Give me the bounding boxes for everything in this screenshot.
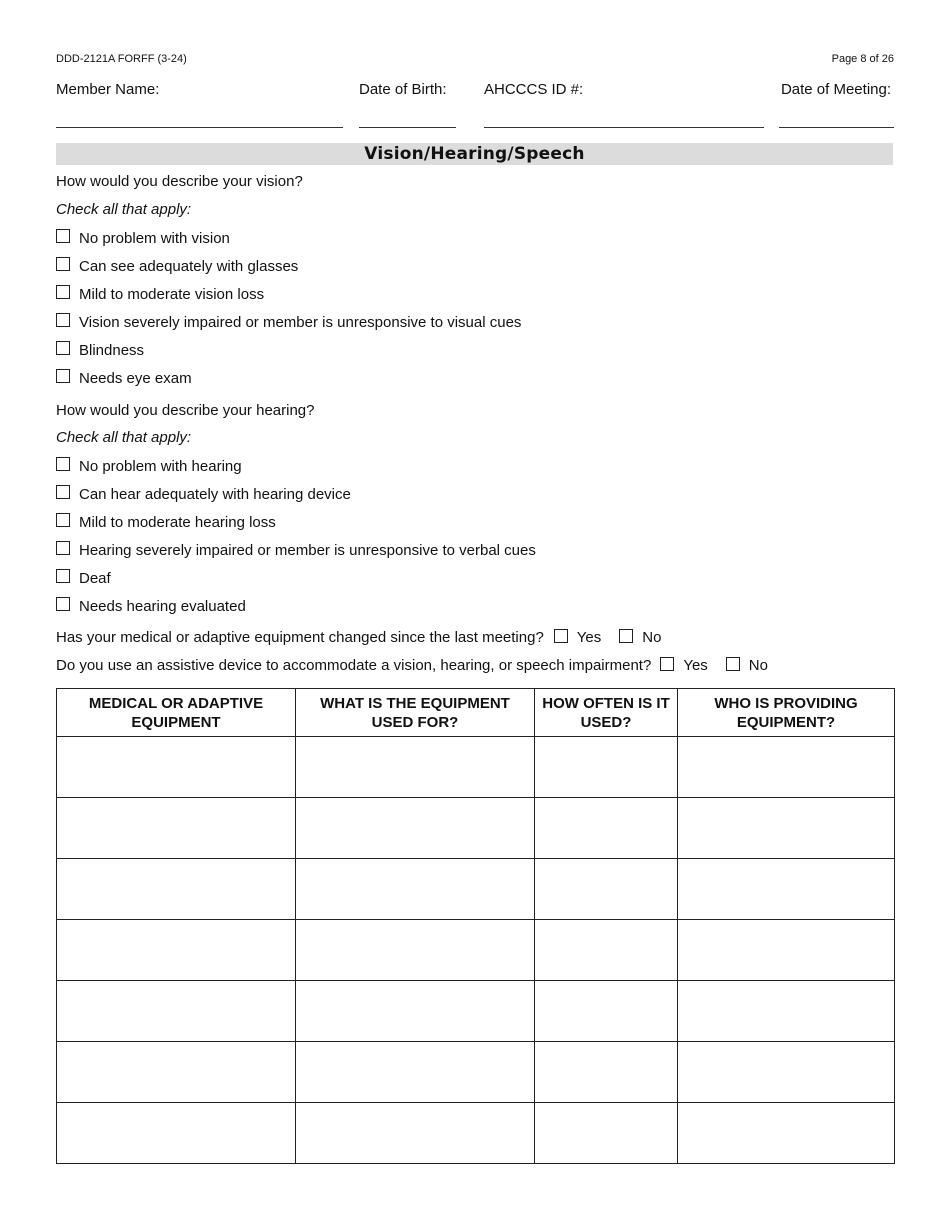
vision-option[interactable] — [56, 229, 230, 247]
hearing-checkbox[interactable] — [56, 569, 70, 583]
table-row — [57, 859, 895, 920]
header-equipment: MEDICAL OR ADAPTIVE EQUIPMENT — [57, 689, 296, 737]
equipment-changed-no-checkbox[interactable] — [619, 629, 633, 643]
vision-option[interactable] — [56, 257, 298, 275]
hearing-option[interactable] — [56, 485, 351, 503]
table-cell-used-for[interactable] — [296, 1103, 535, 1164]
table-cell-used-for[interactable] — [296, 737, 535, 798]
table-header-row — [57, 689, 895, 737]
table-cell-provider[interactable] — [678, 981, 895, 1042]
hearing-checkbox[interactable] — [56, 457, 70, 471]
vision-option-label: Blindness — [79, 341, 145, 359]
table-cell-equipment[interactable] — [57, 920, 296, 981]
equipment-changed-no-label: No — [642, 629, 662, 646]
dob-field[interactable] — [359, 127, 456, 128]
hearing-checkbox[interactable] — [56, 597, 70, 611]
table-cell-provider[interactable] — [678, 1103, 895, 1164]
hearing-option-label: Mild to moderate hearing loss — [79, 513, 276, 531]
vision-question: How would you describe your vision? — [56, 173, 303, 190]
vision-option-label: Can see adequately with glasses — [79, 257, 299, 275]
hearing-option[interactable] — [56, 569, 111, 587]
ahcccs-id-field[interactable] — [484, 127, 764, 128]
hearing-checkbox[interactable] — [56, 513, 70, 527]
header-used-for: WHAT IS THE EQUIPMENT USED FOR? — [296, 689, 535, 737]
table-row — [57, 1042, 895, 1103]
vision-option[interactable] — [56, 313, 521, 331]
hearing-option-label: No problem with hearing — [79, 457, 242, 475]
table-cell-how-often[interactable] — [535, 981, 678, 1042]
table-cell-provider[interactable] — [678, 737, 895, 798]
assistive-device-no-checkbox[interactable] — [726, 657, 740, 671]
table-cell-used-for[interactable] — [296, 798, 535, 859]
hearing-option-label: Hearing severely impaired or member is unresponsive to verbal cues — [79, 541, 536, 559]
equipment-changed-question-row — [56, 629, 661, 646]
vision-option-label: Vision severely impaired or member is unresponsive to visual cues — [79, 313, 522, 331]
table-row — [57, 798, 895, 859]
table-cell-how-often[interactable] — [535, 859, 678, 920]
table-cell-equipment[interactable] — [57, 981, 296, 1042]
meeting-date-label: Date of Meeting: — [780, 81, 891, 98]
table-row — [57, 920, 895, 981]
hearing-option-label: Can hear adequately with hearing device — [79, 485, 351, 503]
hearing-option[interactable] — [56, 513, 276, 531]
hearing-option[interactable] — [56, 597, 246, 615]
table-cell-equipment[interactable] — [57, 1042, 296, 1103]
vision-checkbox[interactable] — [56, 257, 70, 271]
table-cell-equipment[interactable] — [57, 1103, 296, 1164]
table-cell-provider[interactable] — [678, 859, 895, 920]
table-cell-used-for[interactable] — [296, 920, 535, 981]
table-cell-used-for[interactable] — [296, 859, 535, 920]
vision-checkbox[interactable] — [56, 341, 70, 355]
table-cell-how-often[interactable] — [535, 798, 678, 859]
hearing-option-label: Needs hearing evaluated — [79, 597, 246, 615]
table-cell-used-for[interactable] — [296, 1042, 535, 1103]
hearing-checkbox[interactable] — [56, 485, 70, 499]
table-cell-provider[interactable] — [678, 1042, 895, 1103]
table-cell-provider[interactable] — [678, 920, 895, 981]
table-cell-how-often[interactable] — [535, 1103, 678, 1164]
table-row — [57, 981, 895, 1042]
hearing-question: How would you describe your hearing? — [56, 402, 315, 419]
vision-hint: Check all that apply: — [56, 201, 192, 218]
table-cell-used-for[interactable] — [296, 981, 535, 1042]
member-name-label: Member Name: — [56, 81, 160, 98]
ahcccs-id-label: AHCCCS ID #: — [484, 81, 584, 98]
table-cell-how-often[interactable] — [535, 737, 678, 798]
table-cell-equipment[interactable] — [57, 798, 296, 859]
vision-option-label: No problem with vision — [79, 229, 230, 247]
equipment-changed-question: Has your medical or adaptive equipment changed since the last meeting? — [56, 629, 544, 646]
table-cell-equipment[interactable] — [57, 737, 296, 798]
assistive-device-yes-checkbox[interactable] — [660, 657, 674, 671]
member-name-field[interactable] — [56, 127, 343, 128]
table-cell-how-often[interactable] — [535, 920, 678, 981]
form-id: DDD-2121A FORFF (3-24) — [56, 53, 187, 65]
table-cell-how-often[interactable] — [535, 1042, 678, 1103]
hearing-option-label: Deaf — [79, 569, 111, 587]
equipment-changed-yes-label: Yes — [576, 629, 602, 646]
vision-option[interactable] — [56, 369, 192, 387]
hearing-option[interactable] — [56, 541, 536, 559]
vision-checkbox[interactable] — [56, 285, 70, 299]
header-how-often: HOW OFTEN IS IT USED? — [535, 689, 678, 737]
dob-label: Date of Birth: — [359, 81, 447, 98]
assistive-device-yes-label: Yes — [683, 657, 708, 674]
assistive-device-question-row — [56, 657, 768, 674]
hearing-checkbox[interactable] — [56, 541, 70, 555]
meeting-date-field[interactable] — [779, 127, 894, 128]
vision-option[interactable] — [56, 285, 264, 303]
vision-option-label: Mild to moderate vision loss — [79, 285, 265, 303]
vision-checkbox[interactable] — [56, 369, 70, 383]
vision-checkbox[interactable] — [56, 313, 70, 327]
table-cell-equipment[interactable] — [57, 859, 296, 920]
assistive-device-no-label: No — [748, 657, 768, 674]
table-row — [57, 1103, 895, 1164]
equipment-changed-yes-checkbox[interactable] — [554, 629, 568, 643]
hearing-option[interactable] — [56, 457, 242, 475]
vision-option-label: Needs eye exam — [79, 369, 192, 387]
hearing-hint: Check all that apply: — [56, 429, 192, 446]
table-row — [57, 737, 895, 798]
vision-option[interactable] — [56, 341, 144, 359]
vision-checkbox[interactable] — [56, 229, 70, 243]
page-number: Page 8 of 26 — [831, 53, 894, 65]
table-cell-provider[interactable] — [678, 798, 895, 859]
section-title: Vision/Hearing/Speech — [56, 143, 893, 165]
equipment-table-body — [57, 737, 895, 1164]
equipment-table — [56, 688, 895, 1164]
assistive-device-question: Do you use an assistive device to accommodate a vision, hearing, or speech impairment? — [56, 657, 652, 674]
header-provider: WHO IS PROVIDING EQUIPMENT? — [678, 689, 895, 737]
